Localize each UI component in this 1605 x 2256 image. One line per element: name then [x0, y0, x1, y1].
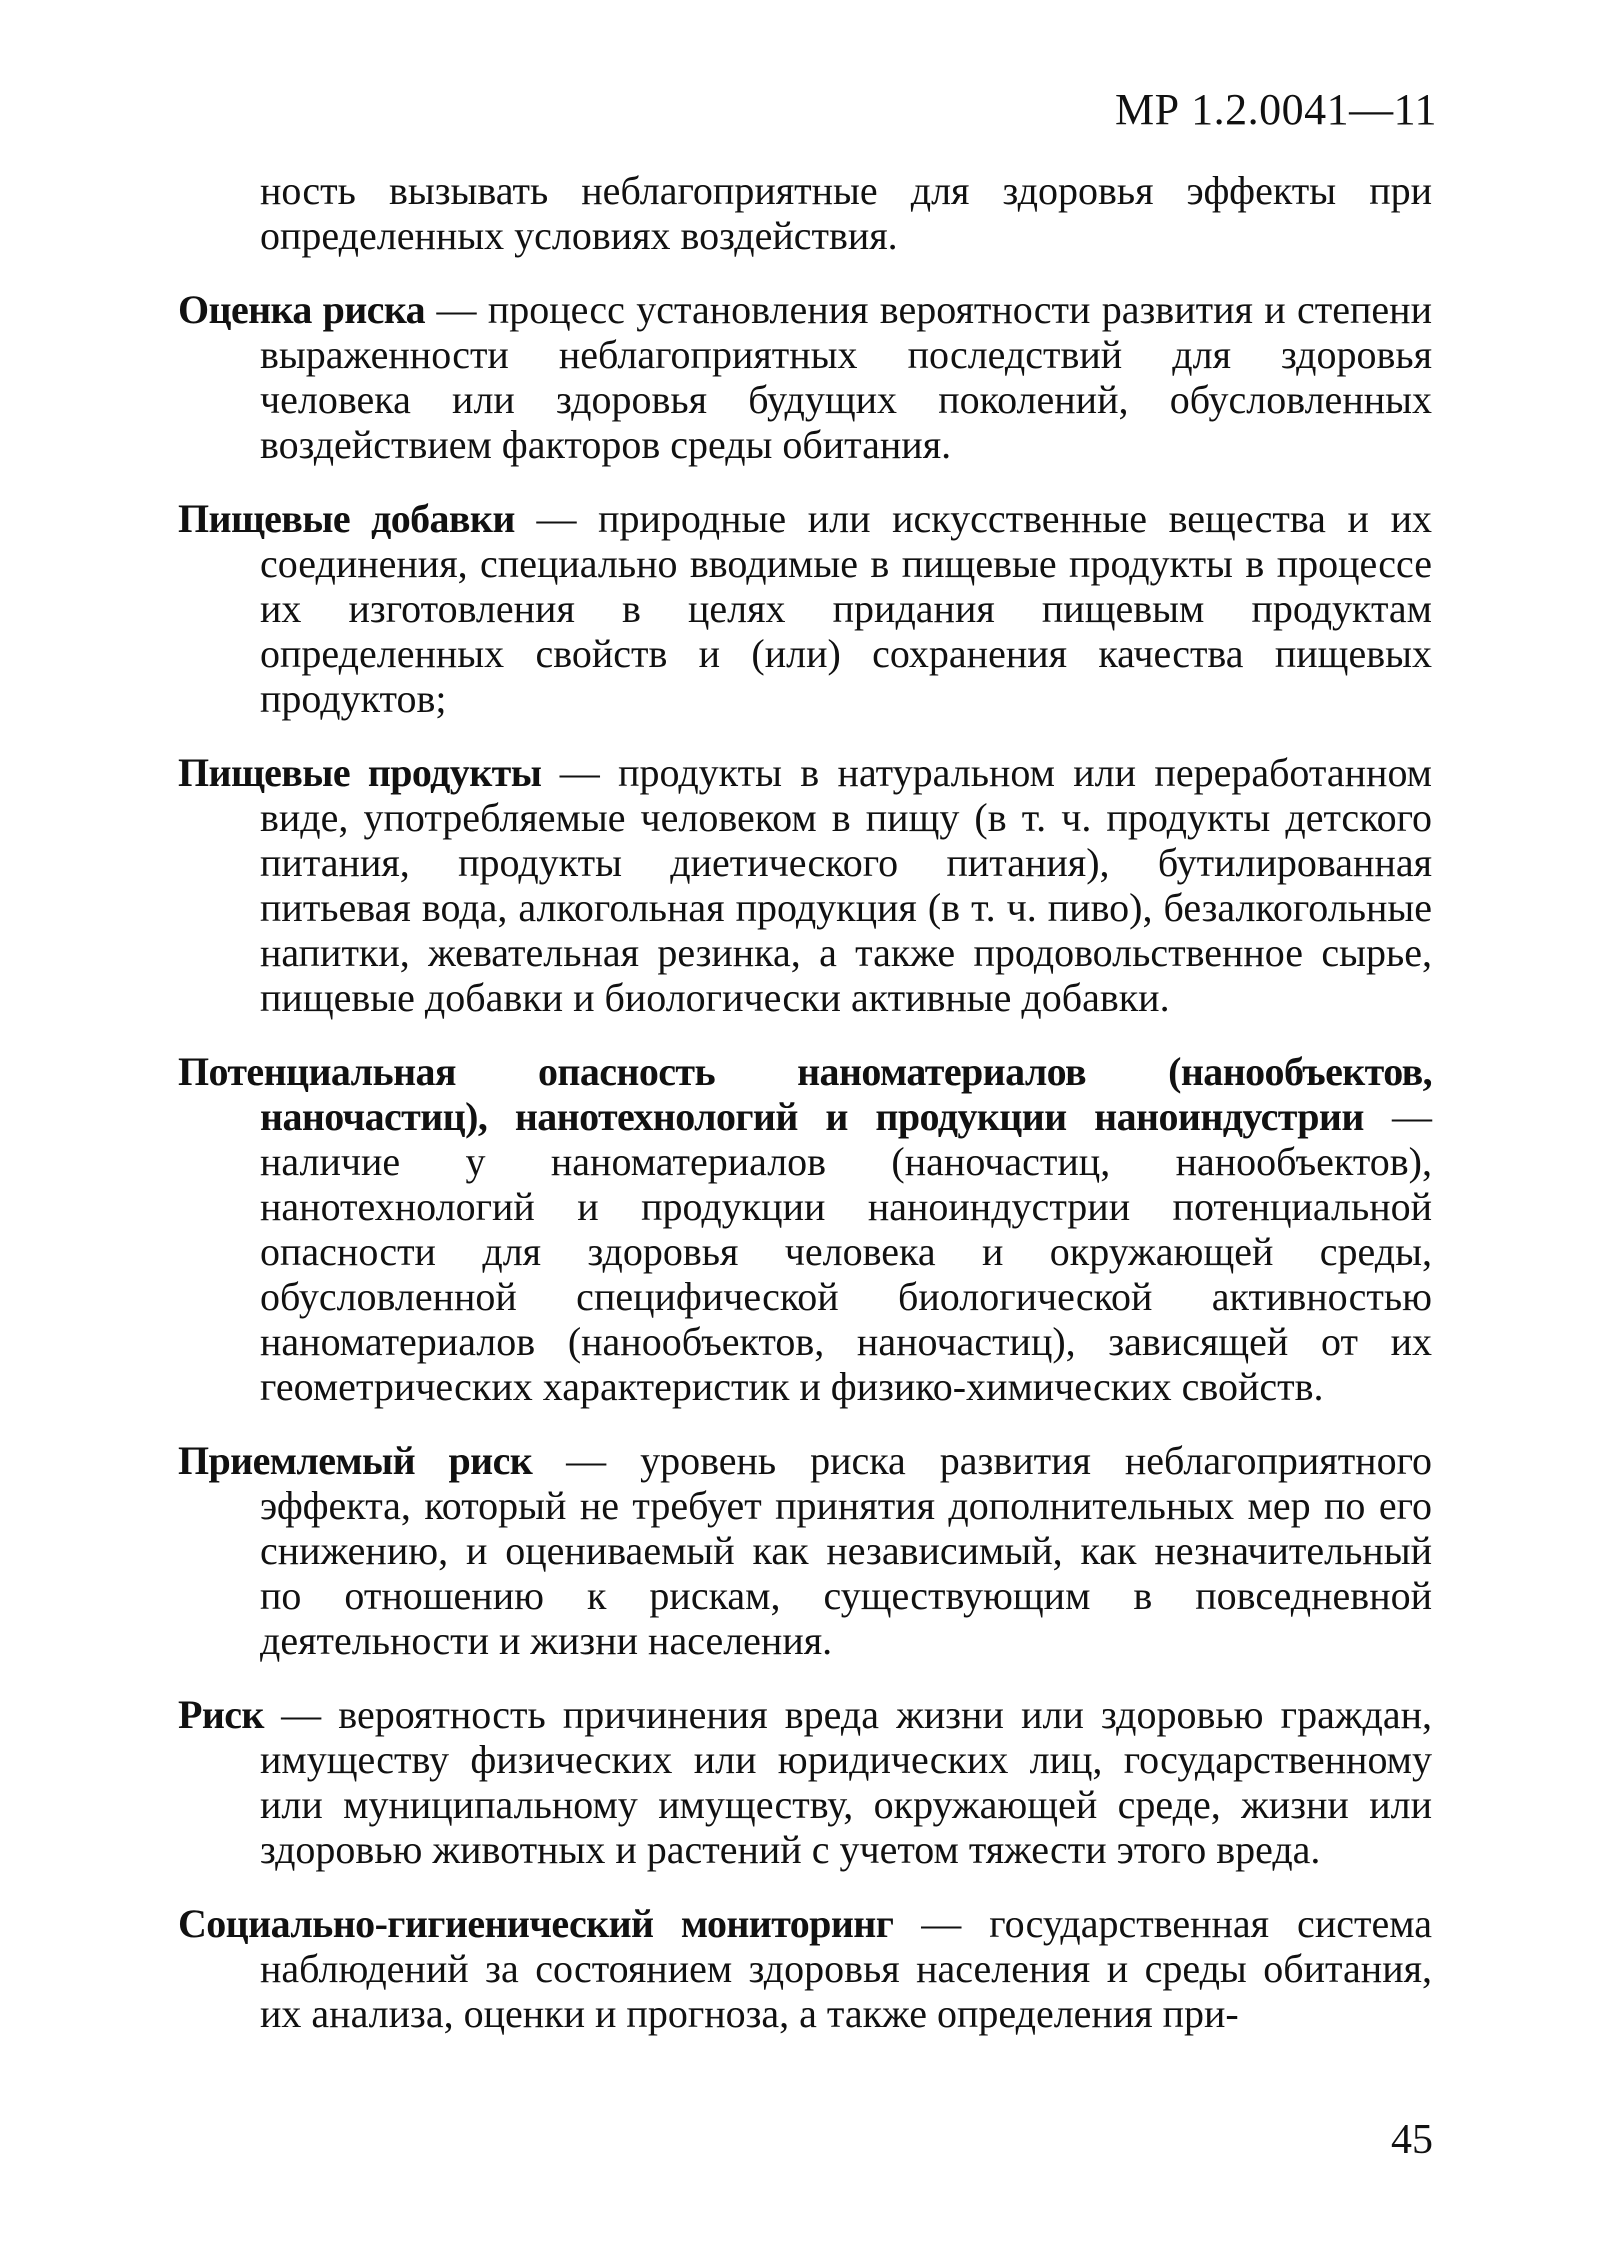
entry-definition: — природные или искусственные вещества и их соединения, специально вводимые в пищевые продукты в процессе их изготовления в целях придания пищевым продуктам определенных свойств и (или) сохранения качества пищевых продуктов; — [260, 496, 1432, 721]
definition-entry — [178, 750, 1432, 1020]
definition-entry — [178, 287, 1432, 467]
definition-entry — [178, 496, 1432, 721]
entry-term: Риск — [178, 1692, 264, 1737]
document-code: МР 1.2.0041—11 — [1115, 85, 1437, 134]
entry-definition: — уровень риска развития неблагоприятного эффекта, который не требует принятия дополнительных мер по его снижению, и оцениваемый как независимый, как незначительный по отношению к рискам, существующим в повседневной деятельности и жизни населения. — [260, 1438, 1432, 1663]
entry-term: Пищевые продукты — [178, 750, 542, 795]
page-number: 45 — [1391, 2117, 1433, 2163]
definition-entry — [178, 1049, 1432, 1409]
entry-definition: — процесс установления вероятности развития и степени выраженности неблагоприятных последствий для здоровья человека или здоровья будущих поколений, обусловленных воздействием факторов среды обитания. — [260, 287, 1432, 467]
entry-definition: — наличие у наноматериалов (наночастиц, нанообъектов), нанотехнологий и продукции наноиндустрии потенциальной опасности для здоровья человека и окружающей среды, обусловленной специфической биологической активностью наноматериалов (нанообъектов, наночастиц), зависящей от их геометрических характеристик и физико-химических свойств. — [260, 1094, 1432, 1409]
definition-entry — [178, 1901, 1432, 2036]
entry-term: Оценка риска — [178, 287, 426, 332]
continuation-paragraph: ность вызывать неблагоприятные для здоровья эффекты при определенных условиях воздействия. — [260, 168, 1432, 258]
entry-definition: — вероятность причинения вреда жизни или здоровью граждан, имуществу физических или юридических лиц, государственному или муниципальному имуществу, окружающей среде, жизни или здоровью животных и растений с учетом тяжести этого вреда. — [260, 1692, 1432, 1872]
entry-definition: — государственная система наблюдений за состоянием здоровья населения и среды обитания, их анализа, оценки и прогноза, а также определения при- — [260, 1901, 1432, 2036]
definition-entry — [178, 1692, 1432, 1872]
entry-term: Пищевые добавки — [178, 496, 515, 541]
entry-term: Приемлемый риск — [178, 1438, 533, 1483]
entry-term: Потенциальная опасность наноматериалов (нанообъектов, наночастиц), нанотехнологий и продукции наноиндустрии — [178, 1049, 1432, 1139]
entry-definition: — продукты в натуральном или переработанном виде, употребляемые человеком в пищу (в т. ч. продукты детского питания, продукты диетического питания), бутилированная питьевая вода, алкогольная продукция (в т. ч. пиво), безалкогольные напитки, жевательная резинка, а также продовольственное сырье, пищевые добавки и биологически активные добавки. — [260, 750, 1432, 1020]
document-body — [178, 168, 1432, 2065]
definition-entry — [178, 1438, 1432, 1663]
entry-term: Социально-гигиенический мониторинг — [178, 1901, 894, 1946]
